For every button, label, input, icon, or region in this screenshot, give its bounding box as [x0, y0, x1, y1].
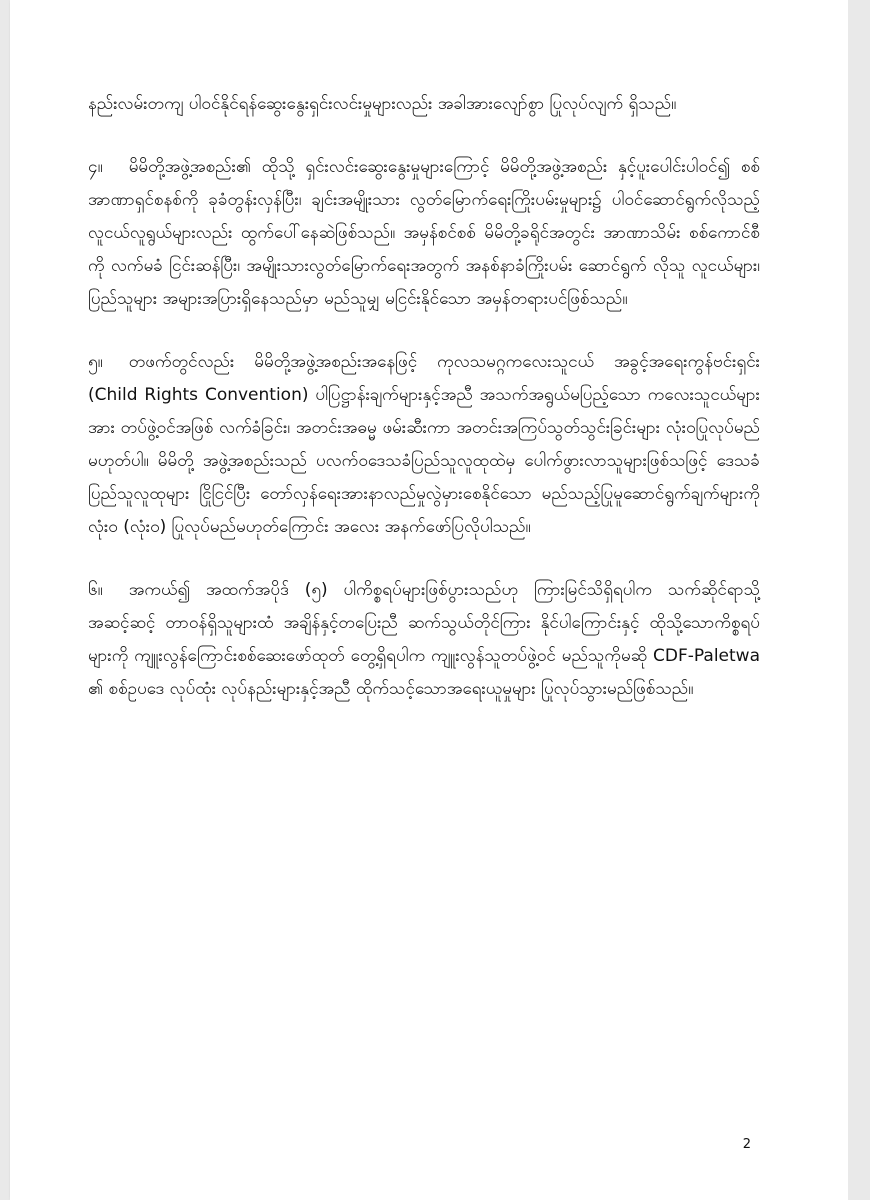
- paragraph-text: မိမိတို့အဖွဲ့အစည်း၏ ထိုသို့ ရှင်းလင်းဆွေးနွေးမှုများကြောင့် မိမိတို့အဖွဲ့အစည်း နှင့်ပူးပေါင်းပါဝင်၍ စစ်အာဏာရှင်စနစ်ကို ခုခံတွန်းလှန်ပြီး၊ ချင်းအမျိုးသား လွတ်မြောက်ရေးကြိုးပမ်းမှုများ၌ ပါဝင်ဆောင်ရွက်လိုသည့် လူငယ်လူရွယ်များလည်း ထွက်ပေါ်နေဆဲဖြစ်သည်။ အမှန်စင်စစ် မိမိတို့ခရိုင်အတွင်း အာဏာသိမ်း စစ်ကောင်စီကို လက်မခံ ငြင်းဆန်ပြီး၊ အမျိုးသားလွတ်မြောက်ရေးအတွက် အနစ်နာခံကြိုးပမ်း ဆောင်ရွက် လိုသူ လူငယ်များ၊ ပြည်သူများ အများအပြားရှိနေသည်မှာ မည်သူမျှ မငြင်းနိုင်သော အမှန်တရားပင်ဖြစ်သည်။: [88, 157, 760, 309]
- paragraph-5: [88, 346, 760, 544]
- paragraph-4: [88, 151, 760, 316]
- paragraph-number: ၄။: [88, 157, 103, 177]
- paragraph-6: [88, 574, 760, 706]
- page-number: 2: [742, 1137, 751, 1152]
- paragraph-number: ၅။: [88, 352, 103, 372]
- document-page: [10, 0, 848, 1200]
- paragraph-text: အကယ်၍ အထက်အပိုဒ် (၅) ပါကိစ္စရပ်များဖြစ်ပွားသည်ဟု ကြားမြင်သိရှိရပါက သက်ဆိုင်ရာသို့ အဆင့်ဆင့် တာဝန်ရှိသူများထံ အချိန်နှင့်တပြေးညီ ဆက်သွယ်တိုင်ကြား နိုင်ပါကြောင်းနှင့် ထိုသို့သောကိစ္စရပ်များကို ကျူးလွန်ကြောင်းစစ်ဆေးဖော်ထုတ် တွေ့ရှိရပါက ကျူးလွန်သူတပ်ဖွဲ့ဝင် မည်သူကိုမဆို CDF-Paletwa ၏ စစ်ဥပဒေ လုပ်ထုံး လုပ်နည်းများနှင့်အညီ ထိုက်သင့်သောအရေးယူမှုများ ပြုလုပ်သွားမည်ဖြစ်သည်။: [88, 580, 760, 699]
- page-edge: [848, 0, 870, 1200]
- document-body: [88, 88, 760, 736]
- paragraph-text: တဖက်တွင်လည်း မိမိတို့အဖွဲ့အစည်းအနေဖြင့် ကုလသမဂ္ဂကလေးသူငယ် အခွင့်အရေးကွန်ဗင်းရှင်း (Child Rights Convention) ပါပြဋ္ဌာန်းချက်များနှင့်အညီ အသက်အရွယ်မပြည့်သော ကလေးသူငယ်များအား တပ်ဖွဲ့ဝင်အဖြစ် လက်ခံခြင်း၊ အတင်းအဓမ္မ ဖမ်းဆီးကာ အတင်းအကြပ်သွတ်သွင်းခြင်းများ လုံးဝပြုလုပ်မည် မဟုတ်ပါ။ မိမိတို့ အဖွဲ့အစည်းသည် ပလက်ဝဒေသခံပြည်သူလူထုထဲမှ ပေါက်ဖွားလာသူများဖြစ်သဖြင့် ဒေသခံပြည်သူလူထုများ ငြိုငြင်ပြီး တော်လှန်ရေးအားနာလည်မှုလွဲမှားစေနိုင်သော မည်သည့်ပြုမူဆောင်ရွက်ချက်များကို လုံးဝ (လုံးဝ) ပြုလုပ်မည်မဟုတ်ကြောင်း အလေး အနက်ဖော်ပြလိုပါသည်။: [88, 352, 760, 537]
- paragraph-text: နည်းလမ်းတကျ ပါဝင်နိုင်ရန်ဆွေးနွေးရှင်းလင်းမှုများလည်း အခါအားလျော်စွာ ပြုလုပ်လျက် ရှိသည်။: [88, 94, 677, 114]
- paragraph-number: ၆။: [88, 580, 103, 600]
- paragraph-continuation: [88, 88, 760, 121]
